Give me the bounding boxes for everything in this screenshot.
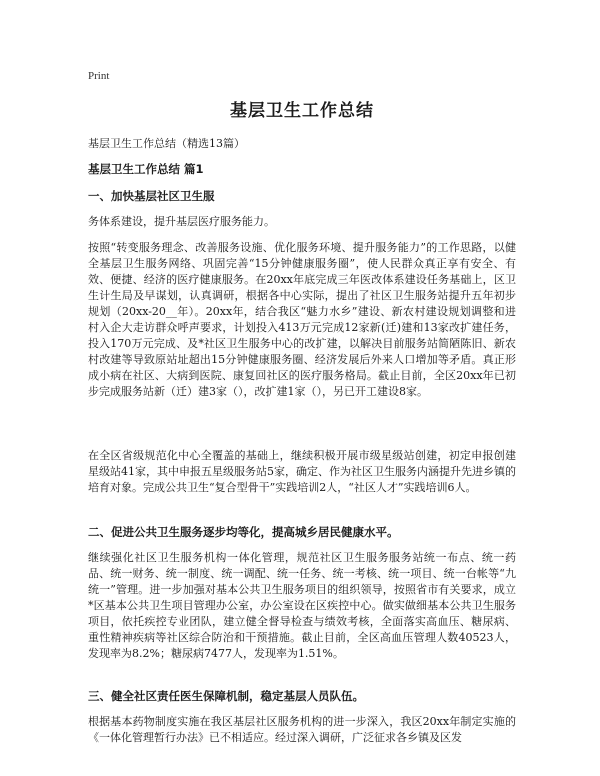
page-title: 基层卫生工作总结 — [230, 101, 374, 121]
heading-one: 一、加快基层社区卫生服 — [88, 189, 215, 203]
heading-three: 三、健全社区责任医生保障机制，稳定基层人员队伍。 — [88, 689, 364, 703]
paragraph-four: 根据基本药物制度实施在我区基层社区服务机构的进一步深入，我区20xx年制定实施的《一体化管理暂行办法》已不相适应。经过深入调研，广泛征求各乡镇及区发 — [88, 715, 516, 744]
paragraph-two: 在全区省级规范化中心全覆盖的基础上，继续积极开展市级星级站创建，初定申报创建星级站41家，其中申报五星级服务站5家，确定、作为社区卫生服务内涵提升先进乡镇的培育对象。完成公共卫生“复合型骨干”实践培训2人，“社区人才”实践培训6人。 — [88, 449, 516, 494]
print-label[interactable]: Print — [88, 70, 110, 82]
section-heading: 基层卫生工作总结 篇1 — [88, 162, 204, 176]
paragraph-intro: 务体系建设，提升基层医疗服务能力。 — [88, 215, 275, 228]
paragraph-three: 继续强化社区卫生服务机构一体化管理，规范社区卫生服务服务站统一布点、统一药品、统一财务、统一制度、统一调配、统一任务、统一考核、统一项目、统一台帐等“九统一”管理。进一步加强对基本公共卫生服务项目的组织领导，按照省市有关要求，成立*区基本公共卫生项目管理办公室，办公室设在区疾控中心。做实做细基本公共卫生服务项目，依托疾控专业团队，建立健全督导检查与绩效考核，全面落实高血压、糖尿病、重性精神疾病等社区综合防治和干预措施。截止目前，全区高血压管理人数40523人，发现率为8.2%；糖尿病7477人，发现率为1.51%。 — [88, 551, 516, 660]
heading-two: 二、促进公共卫生服务逐步均等化，提高城乡居民健康水平。 — [88, 525, 399, 539]
subtitle: 基层卫生工作总结（精选13篇） — [88, 137, 245, 150]
paragraph-one: 按照“转变服务理念、改善服务设施、优化服务环境、提升服务能力”的工作思路，以健全基层卫生服务网络、巩固完善“15分钟健康服务圈”，使人民群众真正享有安全、有效、便捷、经济的医疗健康服务。在20xx年底完成三年医改体系建设任务基础上，区卫生计生局及早谋划，认真调研，根据各中心实际，提出了社区卫生服务站提升五年初步规划（20xx-20__年）。20xx年，结合我区“魅力水乡”建设、新农村建设规划调整和进村入企大走访群众呼声要求，计划投入413万元完成12家新(迁)建和13家改扩建任务，投入170万元完成、及*社区卫生服务中心的改扩建，以解决目前服务站简陋陈旧、新农村改建等导致原站址超出15分钟健康服务圈、经济发展后外来人口增加等矛盾。真正形成小病在社区、大病到医院、康复回社区的医疗服务格局。截止目前，全区20xx年已初步完成服务站新（迁）建3家（），改扩建1家（），另已开工建设8家。 — [88, 241, 516, 398]
